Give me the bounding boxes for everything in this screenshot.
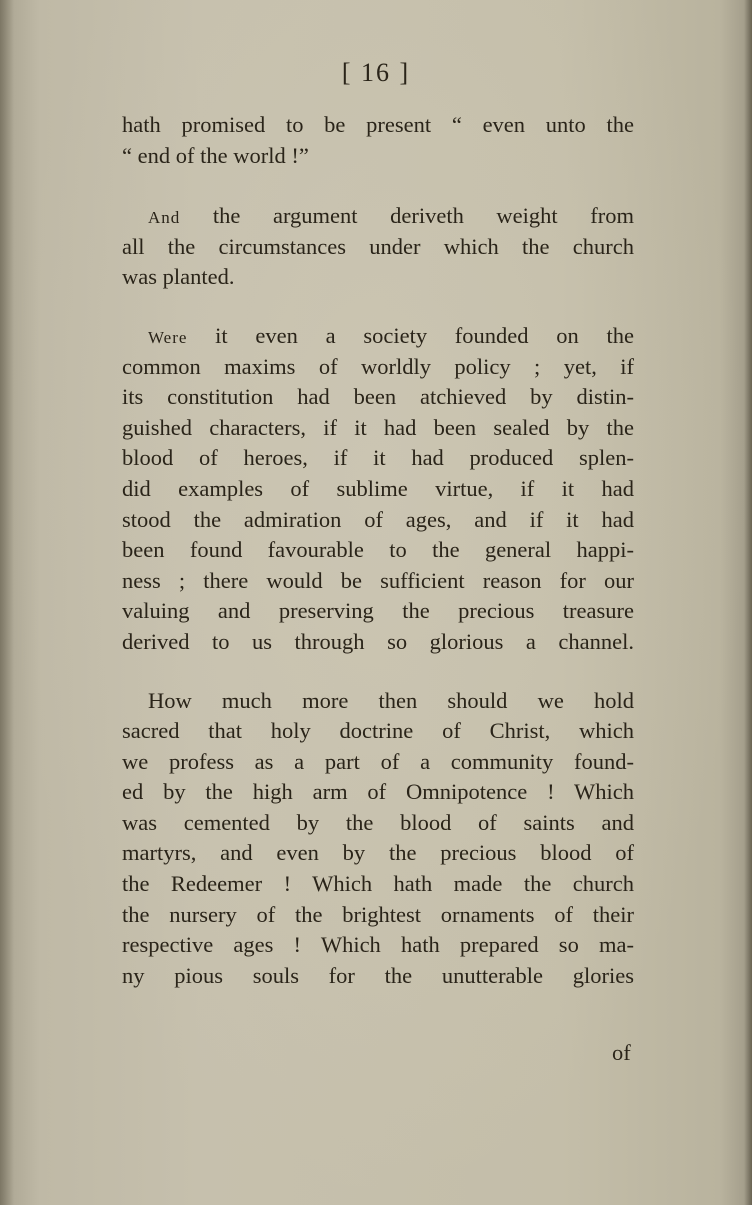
paragraph-1 — [122, 110, 634, 171]
text-line: And the argument deriveth weight from — [148, 203, 634, 229]
text-line: its constitution had been atchieved by distin- — [122, 384, 634, 410]
text-line: the Redeemer ! Which hath made the church — [122, 871, 634, 897]
text-line: martyrs, and even by the precious blood of — [122, 840, 634, 866]
text-line: How much more then should we hold — [148, 687, 634, 713]
text-line: ness ; there would be sufficient reason for our — [122, 567, 634, 593]
text-line: was planted. — [122, 264, 235, 290]
text-line: guished characters, if it had been sealed by the — [122, 414, 634, 440]
page-body — [122, 110, 634, 991]
paragraph-4 — [122, 686, 634, 992]
text-line: ny pious souls for the unutterable glories — [122, 962, 634, 988]
paragraph-2 — [122, 201, 634, 293]
text-line: been found favourable to the general happi- — [122, 537, 634, 563]
text-line: Were it even a society founded on the — [148, 322, 634, 348]
text-line: hath promised to be present “ even unto the — [122, 112, 634, 137]
text-line: stood the admiration of ages, and if it had — [122, 506, 634, 532]
catchword: of — [612, 1040, 631, 1065]
text-line: sacred that holy doctrine of Christ, which — [122, 718, 634, 744]
lead-word: Were — [148, 327, 188, 347]
text-line: “ end of the world !” — [122, 142, 309, 168]
page-right-edge — [744, 0, 752, 1205]
text-line: did examples of sublime virtue, if it had — [122, 475, 634, 501]
text-line: valuing and preserving the precious treasure — [122, 598, 634, 624]
text-line: was cemented by the blood of saints and — [122, 809, 634, 835]
text-line: derived to us through so glorious a channel. — [122, 628, 634, 654]
page-left-edge — [0, 0, 14, 1205]
text-line: common maxims of worldly policy ; yet, if — [122, 353, 634, 379]
lead-word: And — [148, 208, 181, 228]
text-line: ed by the high arm of Omnipotence ! Which — [122, 779, 634, 805]
text-line: respective ages ! Which hath prepared so ma- — [122, 932, 634, 958]
text-line: we profess as a part of a community found- — [122, 748, 634, 774]
text-line: blood of heroes, if it had produced splen- — [122, 445, 634, 471]
text-line: all the circumstances under which the church — [122, 233, 634, 259]
paragraph-3 — [122, 321, 634, 658]
page-number: [ 16 ] — [341, 58, 411, 87]
text-line: the nursery of the brightest ornaments of their — [122, 901, 634, 927]
